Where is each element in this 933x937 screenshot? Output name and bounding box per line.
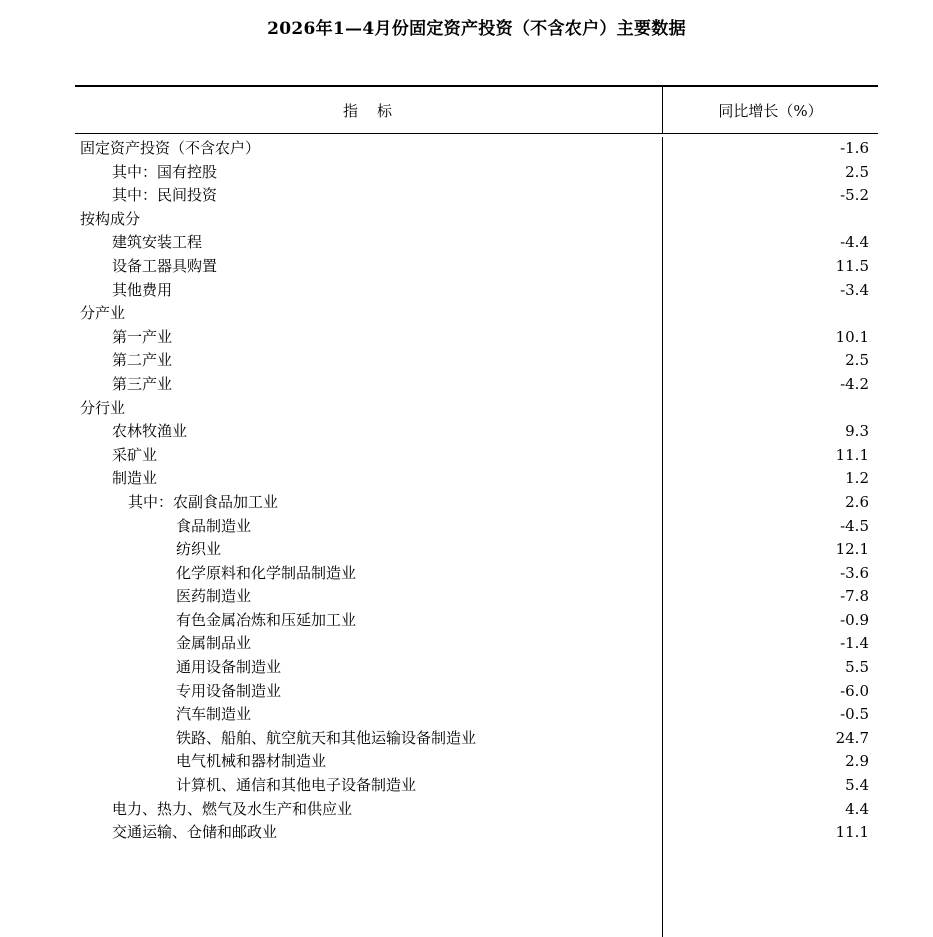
table-row — [75, 208, 878, 232]
row-label: 有色金属冶炼和压延加工业 — [176, 610, 357, 629]
row-value: 2.6 — [845, 492, 869, 511]
table-row — [75, 161, 878, 185]
row-label: 制造业 — [112, 469, 158, 488]
row-value: 11.1 — [835, 445, 869, 464]
row-value: 10.1 — [835, 327, 869, 346]
row-label: 第三产业 — [112, 374, 173, 393]
row-value: 5.5 — [845, 658, 869, 677]
row-label: 按构成分 — [80, 209, 141, 228]
row-label: 第一产业 — [112, 327, 173, 346]
page-title: 2026年1—4月份固定资产投资（不含农户）主要数据 — [267, 19, 686, 39]
table-row — [75, 231, 878, 255]
row-label: 专用设备制造业 — [176, 681, 282, 700]
table-row — [75, 326, 878, 350]
row-value: -7.8 — [840, 587, 869, 606]
row-label: 交通运输、仓储和邮政业 — [112, 823, 278, 842]
table-row — [75, 798, 878, 822]
row-value: 1.2 — [845, 469, 869, 488]
row-label: 汽车制造业 — [176, 705, 252, 724]
table-row — [75, 279, 878, 303]
row-value: -3.4 — [840, 280, 869, 299]
row-value: 12.1 — [835, 540, 869, 559]
row-value: 24.7 — [835, 728, 869, 747]
row-value: -3.6 — [840, 563, 869, 582]
row-label: 电气机械和器材制造业 — [176, 752, 327, 771]
row-value: 9.3 — [845, 422, 869, 441]
table-row — [75, 515, 878, 539]
table-body — [75, 137, 878, 845]
header-indicator: 指 标 — [75, 87, 663, 133]
table-row — [75, 302, 878, 326]
table-row — [75, 373, 878, 397]
row-value: 4.4 — [845, 799, 869, 818]
row-label: 医药制造业 — [176, 587, 252, 606]
row-value: -5.2 — [840, 186, 869, 205]
row-label: 其中：民间投资 — [112, 186, 218, 205]
row-label: 采矿业 — [112, 445, 158, 464]
table-row — [75, 538, 878, 562]
row-value: -4.4 — [840, 233, 869, 252]
row-value: 11.1 — [835, 823, 869, 842]
row-label: 其中：国有控股 — [112, 162, 218, 181]
row-value: 2.5 — [845, 162, 869, 181]
row-label: 建筑安装工程 — [112, 233, 203, 252]
row-label: 电力、热力、燃气及水生产和供应业 — [112, 799, 353, 818]
table-row — [75, 774, 878, 798]
row-label: 农林牧渔业 — [112, 422, 188, 441]
row-label: 分产业 — [80, 304, 126, 323]
table-row — [75, 680, 878, 704]
row-label: 铁路、船舶、航空航天和其他运输设备制造业 — [176, 728, 477, 747]
header-growth: 同比增长（%） — [718, 102, 823, 120]
row-value: 2.5 — [845, 351, 869, 370]
data-table — [75, 85, 878, 845]
table-row — [75, 420, 878, 444]
table-row — [75, 656, 878, 680]
table-row — [75, 585, 878, 609]
row-label: 设备工器具购置 — [112, 256, 218, 275]
table-row — [75, 632, 878, 656]
row-label: 计算机、通信和其他电子设备制造业 — [176, 776, 417, 795]
table-row — [75, 397, 878, 421]
row-value: 2.9 — [845, 752, 869, 771]
row-label: 纺织业 — [176, 540, 222, 559]
row-value: -0.5 — [840, 705, 869, 724]
row-value: -4.5 — [840, 516, 869, 535]
row-value: 11.5 — [835, 256, 869, 275]
row-value: -0.9 — [840, 610, 869, 629]
table-row — [75, 609, 878, 633]
table-row — [75, 255, 878, 279]
row-label: 金属制品业 — [176, 634, 252, 653]
table-row — [75, 562, 878, 586]
row-label: 第二产业 — [112, 351, 173, 370]
table-row — [75, 491, 878, 515]
row-value: -4.2 — [840, 374, 869, 393]
table-row — [75, 444, 878, 468]
row-label: 化学原料和化学制品制造业 — [176, 563, 357, 582]
table-row — [75, 750, 878, 774]
row-label: 通用设备制造业 — [176, 658, 282, 677]
row-value: -1.6 — [840, 139, 869, 157]
table-row — [75, 703, 878, 727]
table-row — [75, 821, 878, 845]
table-row — [75, 137, 878, 161]
table-row — [75, 349, 878, 373]
row-value: 5.4 — [845, 776, 869, 795]
row-label: 分行业 — [80, 398, 126, 417]
row-label: 固定资产投资（不含农户） — [80, 139, 261, 157]
table-row — [75, 467, 878, 491]
row-label: 其中：农副食品加工业 — [128, 492, 279, 511]
table-row — [75, 184, 878, 208]
row-value: -6.0 — [840, 681, 869, 700]
row-label: 食品制造业 — [176, 516, 252, 535]
row-value: -1.4 — [840, 634, 869, 653]
table-header — [75, 85, 878, 134]
table-row — [75, 727, 878, 751]
row-label: 其他费用 — [112, 280, 173, 299]
